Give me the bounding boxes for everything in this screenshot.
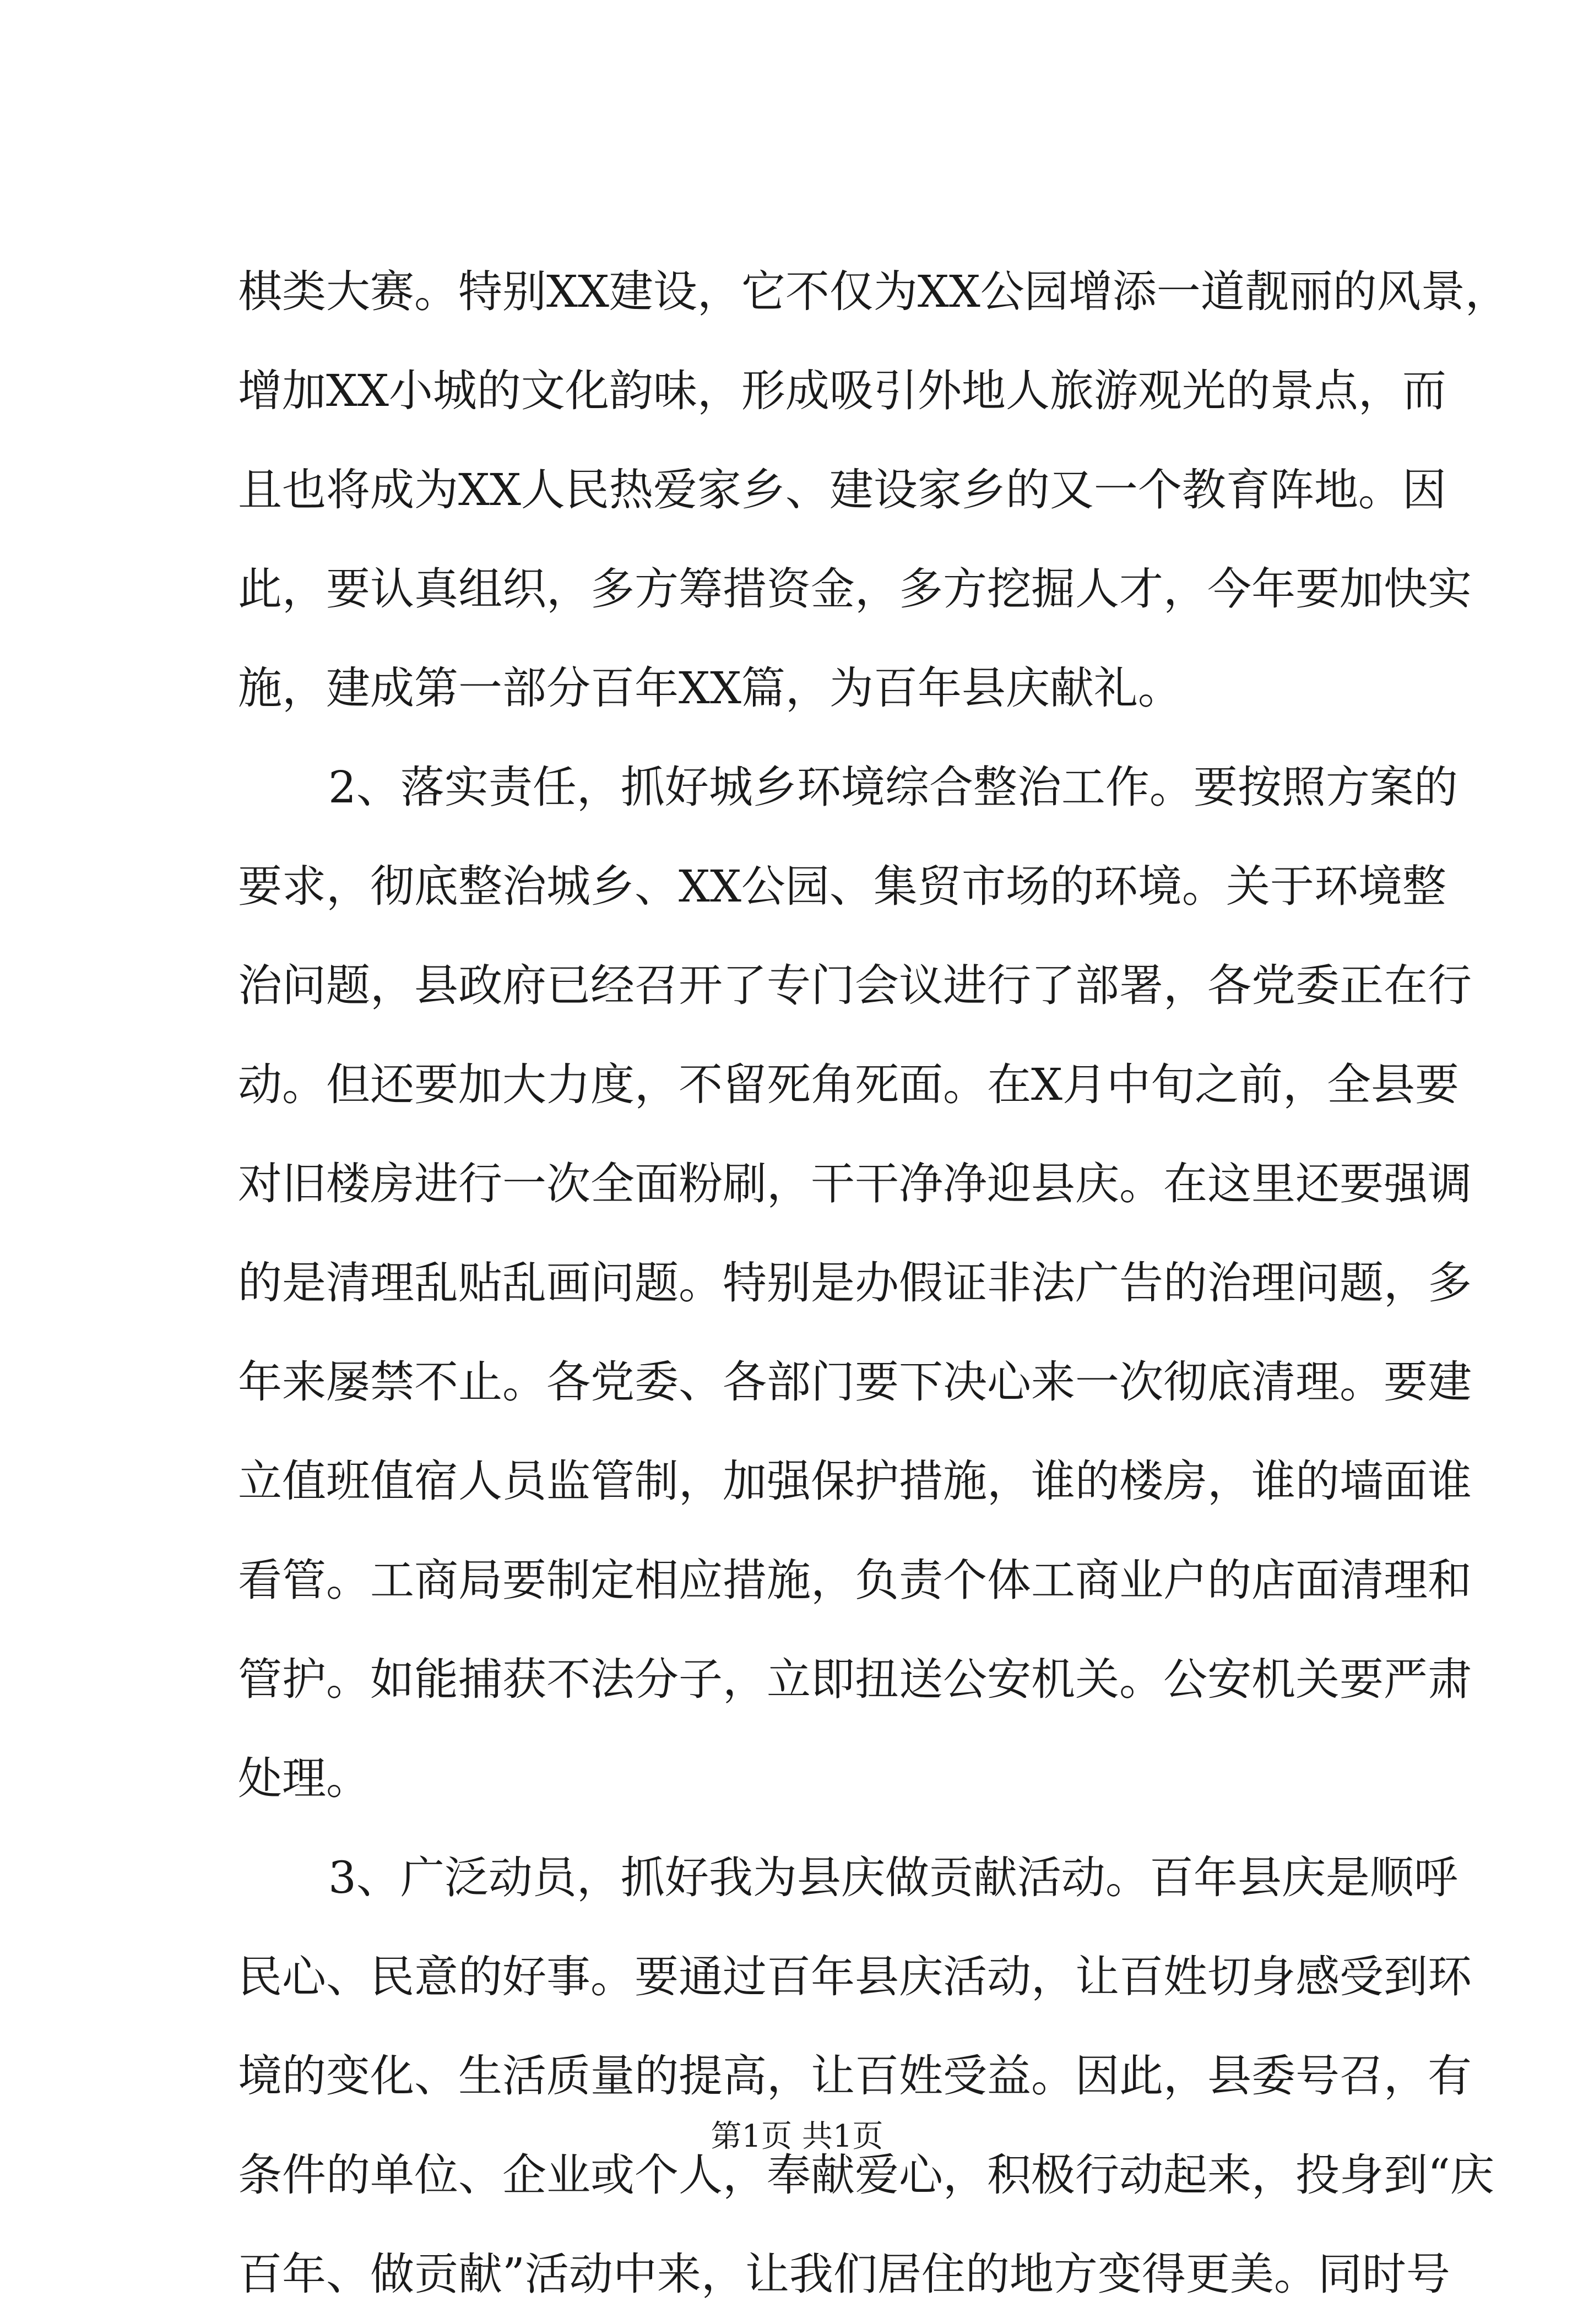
text-line: 2、落实责任，抓好城乡环境综合整治工作。要按照方案的 [328, 762, 1458, 813]
page-footer: 第1页 共1页 [711, 2119, 883, 2154]
text-line: 民心、民意的好事。要通过百年县庆活动，让百姓切身感受到环 [238, 1951, 1472, 2002]
text-line: 动。但还要加大力度，不留死角死面。在X月中旬之前，全县要 [238, 1059, 1459, 1110]
text-line: 看管。工商局要制定相应措施，负责个体工商业户的店面清理和 [238, 1555, 1472, 1606]
text-line: 管护。如能捕获不法分子，立即扭送公安机关。公安机关要严肃 [238, 1654, 1472, 1705]
text-line: 3、广泛动员，抓好我为县庆做贡献活动。百年县庆是顺呼 [328, 1852, 1458, 1903]
paragraph [238, 1828, 1494, 2324]
text-line: 年来屡禁不止。各党委、各部门要下决心来一次彻底清理。要建 [238, 1356, 1472, 1408]
text-line: 对旧楼房进行一次全面粉刷，干干净净迎县庆。在这里还要强调 [238, 1158, 1472, 1209]
text-line: 施，建成第一部分百年XX篇，为百年县庆献礼。 [238, 663, 1182, 714]
paragraph [238, 738, 1472, 1828]
text-line: 此，要认真组织，多方筹措资金，多方挖掘人才，今年要加快实 [238, 563, 1472, 615]
text-line: 百年、做贡献”活动中来，让我们居住的地方变得更美。同时号 [238, 2249, 1450, 2300]
text-line: 增加XX小城的文化韵味，形成吸引外地人旅游观光的景点，而 [238, 365, 1446, 416]
text-line: 且也将成为XX人民热爱家乡、建设家乡的又一个教育阵地。因 [238, 464, 1446, 515]
body-text [238, 242, 1509, 2324]
text-line: 处理。 [238, 1753, 370, 1804]
text-line: 条件的单位、企业或个人，奉献爱心，积极行动起来，投身到“庆 [238, 2149, 1494, 2201]
text-line: 治问题，县政府已经召开了专门会议进行了部署，各党委正在行 [238, 960, 1472, 1011]
text-line: 立值班值宿人员监管制，加强保护措施，谁的楼房，谁的墙面谁 [238, 1456, 1472, 1507]
text-line: 境的变化、生活质量的提高，让百姓受益。因此，县委号召，有 [238, 2050, 1472, 2102]
text-line: 要求，彻底整治城乡、XX公园、集贸市场的环境。关于环境整 [238, 861, 1446, 912]
text-line: 的是清理乱贴乱画问题。特别是办假证非法广告的治理问题，多 [238, 1257, 1472, 1308]
paragraph [238, 242, 1509, 738]
text-line: 棋类大赛。特别XX建设，它不仅为XX公园增添一道靓丽的风景， [238, 266, 1509, 317]
